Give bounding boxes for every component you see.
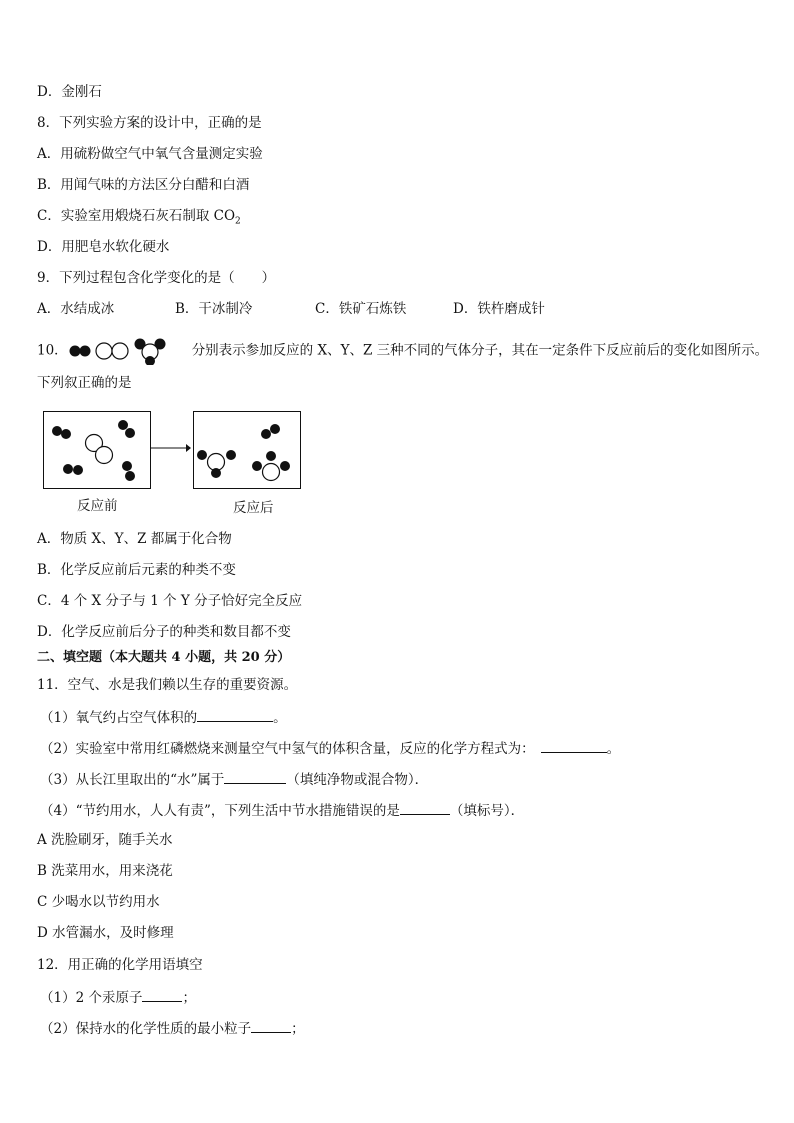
before-reaction-molecules: [44, 412, 150, 488]
section-heading: 二、填空题（本大题共 4 小题，共 20 分）: [37, 650, 291, 665]
q11-part2: [40, 738, 620, 758]
q9-option-a: A．水结成冰: [37, 301, 115, 317]
q12-part2-text: （2）保持水的化学性质的最小粒子: [40, 1021, 252, 1037]
q8-option-d: D．用肥皂水软化硬水: [37, 239, 170, 255]
q9-option-d: D．铁杵磨成针: [453, 301, 545, 317]
q9-options: [37, 300, 545, 318]
q11-part3-end: （填纯净物或混合物）．: [286, 772, 429, 788]
q10-option-b: B．化学反应前后元素的种类不变: [37, 562, 236, 578]
q12-part1-text: （1）2 个汞原子: [40, 990, 143, 1006]
q11-part3: [40, 769, 428, 789]
q11-option-b: B 洗菜用水，用来浇花: [37, 863, 173, 879]
q11-stem: 11．空气、水是我们赖以生存的重要资源。: [37, 677, 298, 693]
q8-stem: 8．下列实验方案的设计中，正确的是: [37, 115, 262, 131]
q11-part2-end: 。: [606, 741, 621, 757]
q11-part1-text: （1）氧气约占空气体积的: [40, 710, 198, 726]
q12-stem: 12．用正确的化学用语填空: [37, 957, 203, 973]
q9-option-c: C．铁矿石炼铁: [315, 301, 407, 317]
q11-option-a: A 洗脸刷牙，随手关水: [37, 832, 173, 848]
q11-part4-blank: [400, 800, 450, 815]
q10-option-c: C．4 个 X 分子与 1 个 Y 分子恰好完全反应: [37, 593, 303, 609]
q12-part1: [40, 987, 196, 1007]
q10-option-a: A．物质 X、Y、Z 都属于化合物: [37, 531, 232, 547]
q11-part3-text: （3）从长江里取出的“水”属于: [40, 772, 225, 788]
q11-part3-blank: [224, 769, 286, 784]
q8-option-c-subscript: 2: [235, 216, 241, 227]
reaction-arrow-icon: [150, 441, 192, 455]
q8-option-c: [37, 207, 241, 231]
q7-option-d: D．金刚石: [37, 84, 102, 100]
q11-option-d: D 水管漏水，及时修理: [37, 925, 174, 941]
q12-part1-end: ；: [182, 990, 196, 1006]
q12-part1-blank: [142, 987, 182, 1002]
caption-after: 反应后: [233, 500, 274, 516]
q11-part4-end: （填标号）．: [449, 803, 525, 819]
after-reaction-box: [193, 411, 301, 489]
q11-part2-blank: [541, 738, 607, 753]
after-reaction-molecules: [194, 412, 300, 488]
q10-stem-line2: 下列叙正确的是: [37, 375, 132, 391]
q8-option-a: A．用硫粉做空气中氧气含量测定实验: [37, 146, 263, 162]
q11-part1: [40, 707, 287, 727]
q10-option-d: D．化学反应前后分子的种类和数目都不变: [37, 624, 291, 640]
q8-option-b: B．用闻气味的方法区分白醋和白酒: [37, 177, 250, 193]
q11-option-c: C 少喝水以节约用水: [37, 894, 160, 910]
q11-part2-text: （2）实验室中常用红磷燃烧来测量空气中氢气的体积含量，反应的化学方程式为：: [40, 741, 535, 757]
xyz-molecule-legend-icon: [68, 337, 192, 365]
caption-before: 反应前: [77, 498, 118, 514]
q10-number: 10．: [37, 342, 68, 359]
q9-option-b: B．干冰制冷: [175, 301, 253, 317]
q11-part4-text: （4）“节约用水，人人有责”，下列生活中节水措施错误的是: [40, 803, 400, 819]
q11-part4: [40, 800, 524, 820]
q10-stem-rest: 分别表示参加反应的 X、Y、Z 三种不同的气体分子，其在一定条件下反应前后的变化如图所示。: [191, 342, 769, 359]
q9-stem: 9．下列过程包含化学变化的是（ ）: [37, 270, 276, 286]
q12-part2-blank: [251, 1018, 291, 1033]
before-reaction-box: [43, 411, 151, 489]
q10-stem: [37, 337, 768, 365]
q8-option-c-text: C．实验室用煅烧石灰石制取 CO: [37, 208, 236, 224]
q11-part1-end: 。: [273, 710, 287, 726]
q12-part2: [40, 1018, 305, 1038]
q11-part1-blank: [197, 707, 273, 722]
q12-part2-end: ；: [291, 1021, 305, 1037]
